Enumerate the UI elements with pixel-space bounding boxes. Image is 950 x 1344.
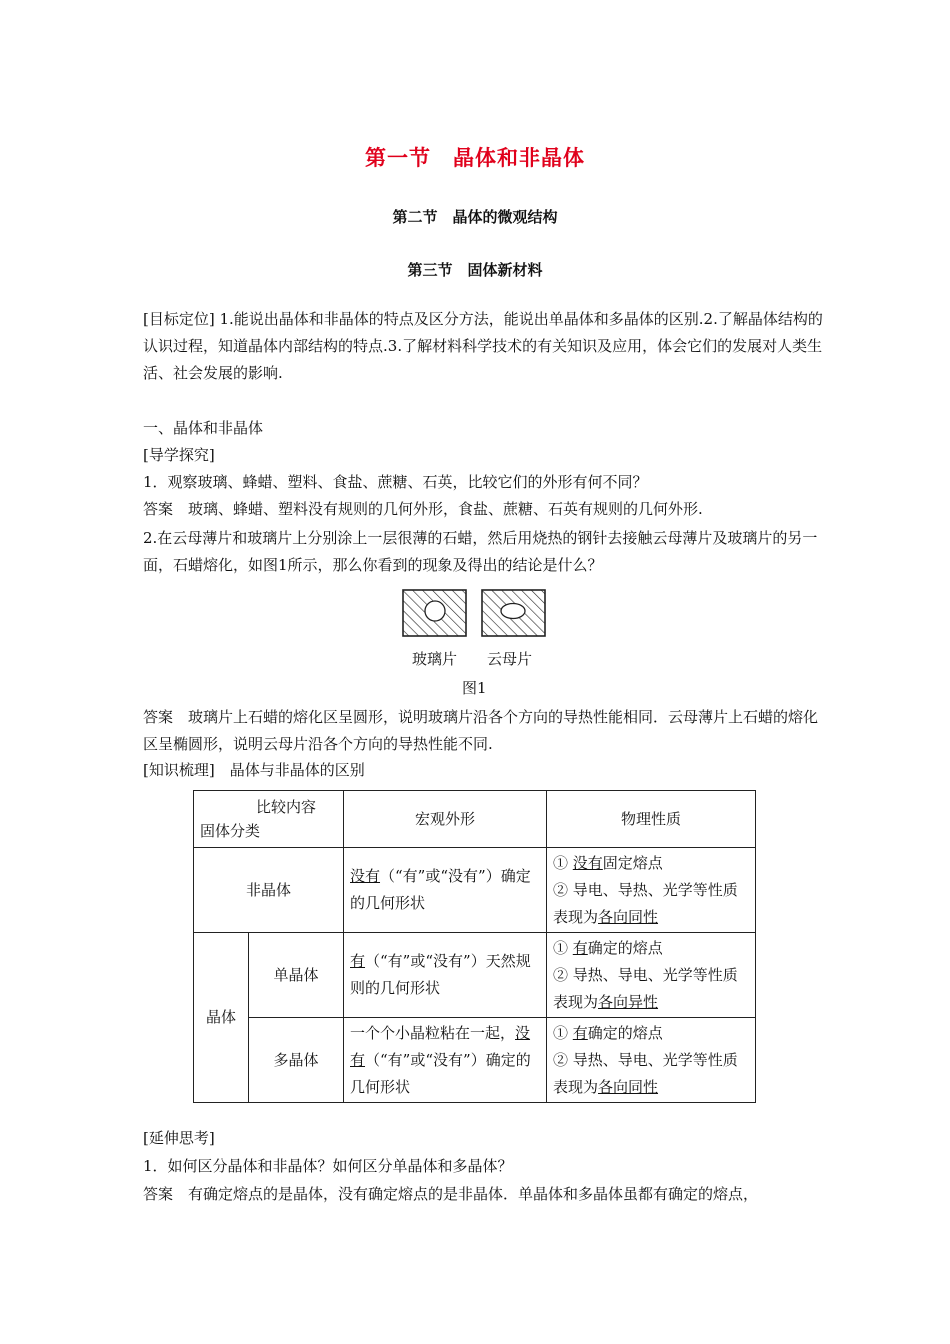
header-compare: 比较内容 (256, 798, 317, 816)
poly-prop-2-answer: 各向同性 (598, 1077, 659, 1096)
poly-shape-answer: 没有 (350, 1023, 531, 1069)
single-prop-1-text: 确定的熔点 (587, 938, 663, 957)
section-2-title: 第二节 晶体的微观结构 (392, 208, 558, 226)
poly-prop-2 (553, 1047, 749, 1101)
answer-3: 答案 有确定熔点的是晶体，没有确定熔点的是非晶体．单晶体和多晶体虽都有确定的熔点， (143, 1185, 759, 1203)
single-prop-2-answer: 各向异性 (598, 992, 659, 1011)
single-crystal-shape (344, 933, 547, 1018)
header-class: 固体分类 (200, 822, 261, 840)
amorphous-prop-2-answer: 各向同性 (598, 907, 659, 926)
crystal-label: 晶体 (194, 933, 249, 1103)
polycrystal-label: 多晶体 (249, 1018, 344, 1103)
extend-label: [延伸思考] (143, 1129, 215, 1147)
polycrystal-property (547, 1018, 756, 1103)
table-row-single-crystal (194, 933, 756, 1018)
prop-marker: ① (553, 938, 573, 957)
amorphous-prop-1-answer: 没有 (572, 853, 603, 872)
question-1: 1．观察玻璃、蜂蜡、塑料、食盐、蔗糖、石英，比较它们的外形有何不同？ (143, 473, 648, 491)
polycrystal-shape (344, 1018, 547, 1103)
page-title: 第一节 晶体和非晶体 (365, 146, 585, 170)
amorphous-prop-2 (553, 877, 749, 931)
amorphous-shape (344, 848, 547, 933)
poly-shape-text: （“有”或“没有”）确定的几何形状 (350, 1050, 531, 1096)
poly-prop-2-text: ② 导热、导电、光学等性质表现为 (553, 1050, 738, 1096)
amorphous-prop-1 (553, 850, 749, 877)
amorphous-property (547, 848, 756, 933)
table-row-amorphous (194, 848, 756, 933)
table-header-row (194, 791, 756, 848)
prop-marker: ① (553, 1023, 573, 1042)
single-prop-2-text: ② 导热、导电、光学等性质表现为 (553, 965, 738, 1011)
comparison-table (193, 790, 756, 1103)
poly-shape-pre: 一个个小晶粒粘在一起， (350, 1023, 516, 1042)
single-crystal-property (547, 933, 756, 1018)
figure-label-glass: 玻璃片 (412, 650, 458, 668)
amorphous-shape-answer: 没有 (350, 867, 381, 885)
table-row-polycrystal (194, 1018, 756, 1103)
knowledge-label: [知识梳理] 晶体与非晶体的区别 (143, 761, 365, 779)
poly-prop-1 (553, 1020, 749, 1047)
single-prop-1 (553, 935, 749, 962)
figure-caption: 图1 (462, 679, 487, 697)
section-heading: 一、晶体和非晶体 (143, 419, 264, 437)
amorphous-label: 非晶体 (194, 848, 344, 933)
poly-prop-1-text: 确定的熔点 (587, 1023, 663, 1042)
prop-marker: ① (553, 853, 573, 872)
header-shape: 宏观外形 (344, 791, 547, 848)
question-3: 1．如何区分晶体和非晶体？如何区分单晶体和多晶体？ (143, 1157, 513, 1175)
question-2: 2.在云母薄片和玻璃片上分别涂上一层很薄的石蜡，然后用烧热的钢针去接触云母薄片及玻璃片的另一面，石蜡熔化，如图1所示，那么你看到的现象及得出的结论是什么？ (143, 529, 818, 574)
single-prop-1-answer: 有 (572, 938, 588, 957)
glass-plate (403, 590, 466, 636)
mica-plate (482, 590, 545, 636)
objectives-paragraph: [目标定位] 1.能说出晶体和非晶体的特点及区分方法，能说出单晶体和多晶体的区别.2.了解晶体结构的认识过程，知道晶体内部结构的特点.3.了解材料科学技术的有关知识及应用，体会它们的发展对人类生活、社会发展的影响. (143, 310, 823, 382)
header-property: 物理性质 (547, 791, 756, 848)
single-crystal-label: 单晶体 (249, 933, 344, 1018)
poly-prop-1-answer: 有 (572, 1023, 588, 1042)
section-3-title: 第三节 固体新材料 (407, 261, 543, 279)
amorphous-prop-1-text: 固定熔点 (602, 853, 663, 872)
answer-1: 答案 玻璃、蜂蜡、塑料没有规则的几何外形，食盐、蔗糖、石英有规则的几何外形. (143, 500, 703, 518)
figure-1 (400, 588, 550, 644)
amorphous-shape-text: （“有”或“没有”）确定的几何形状 (350, 867, 531, 912)
single-prop-2 (553, 962, 749, 1016)
answer-2: 答案 玻璃片上石蜡的熔化区呈圆形，说明玻璃片沿各个方向的导热性能相同．云母薄片上石蜡的熔化区呈椭圆形，说明云母片沿各个方向的导热性能不同. (143, 708, 819, 753)
header-diagonal-cell (194, 791, 344, 848)
amorphous-prop-2-text: ② 导电、导热、光学等性质表现为 (553, 880, 738, 926)
glass-and-mica-diagram (400, 588, 550, 640)
figure-label-mica: 云母片 (487, 650, 533, 668)
single-shape-answer: 有 (350, 952, 366, 970)
single-shape-text: （“有”或“没有”）天然规则的几何形状 (350, 952, 531, 997)
guide-label: [导学探究] (143, 446, 215, 464)
